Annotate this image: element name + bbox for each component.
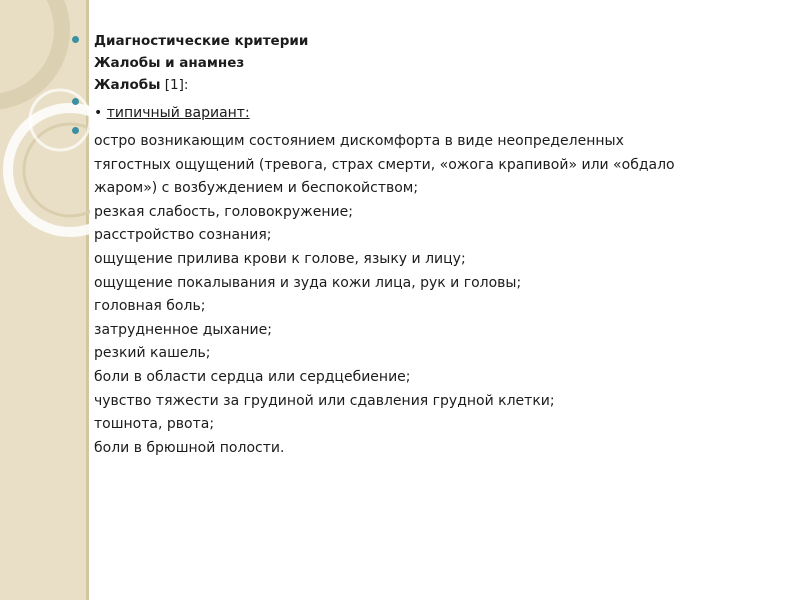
variant-text: типичный вариант — [106, 105, 245, 121]
heading-diagnostic-criteria: Диагностические критерии — [94, 33, 309, 49]
list-item: чувство тяжести за грудиной или сдавления грудной клетки; — [94, 392, 555, 409]
list-item: расстройство сознания; — [94, 227, 272, 244]
inline-bullet: • — [94, 105, 107, 121]
bullet-icon — [72, 127, 79, 134]
heading-complaints — [94, 74, 784, 96]
variant-line — [94, 102, 784, 124]
bullet-icon — [72, 98, 79, 105]
list-item: ощущение покалывания и зуда кожи лица, рук и головы; — [94, 274, 522, 291]
list-item: остро возникающим состоянием дискомфорта в виде неопределенных — [94, 133, 624, 149]
list-item: жаром») с возбуждением и беспокойством; — [94, 180, 419, 197]
list-item: боли в брюшной полости. — [94, 439, 285, 456]
complaints-label: Жалобы — [94, 77, 161, 93]
reference-link: [1]: — [160, 77, 189, 93]
list-item: тягостных ощущений (тревога, страх смерти, «ожога крапивой» или «обдало — [94, 156, 675, 173]
variant-suffix: : — [244, 105, 250, 121]
list-item: тошнота, рвота; — [94, 416, 215, 433]
list-item: ощущение прилива крови к голове, языку и лицу; — [94, 250, 466, 267]
list-item: резкая слабость, головокружение; — [94, 203, 353, 220]
bullet-icon — [72, 36, 79, 43]
list-item: резкий кашель; — [94, 345, 211, 362]
slide-content — [94, 30, 784, 460]
symptoms-list — [94, 130, 784, 460]
heading-block — [94, 30, 784, 96]
heading-complaints-history: Жалобы и анамнез — [94, 55, 245, 71]
list-item: затрудненное дыхание; — [94, 321, 272, 338]
list-item: боли в области сердца или сердцебиение; — [94, 368, 411, 385]
list-item: головная боль; — [94, 298, 206, 315]
